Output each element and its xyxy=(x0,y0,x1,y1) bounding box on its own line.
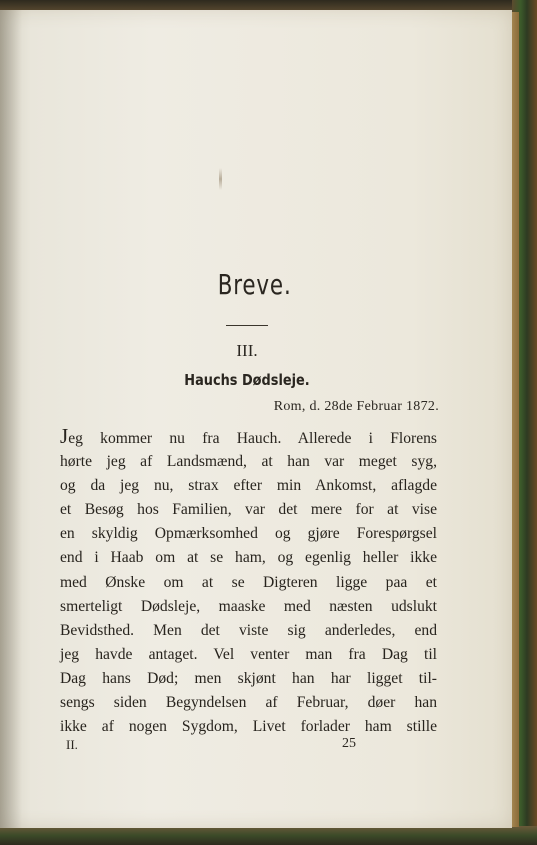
text-line-content: eg kommer nu fra Hauch. Allerede i Florens xyxy=(68,430,437,447)
text-line: en skyldig Opmærksomhed og gjøre Forespørgsel xyxy=(60,525,437,543)
title-rule xyxy=(226,325,268,326)
text-line: end i Haab om at se ham, og egenlig heller ikke xyxy=(60,549,437,567)
text-line: Bevidsthed. Men det viste sig anderledes, end xyxy=(60,621,437,639)
paper-mark xyxy=(219,168,222,190)
text-line: ikke af nogen Sygdom, Livet forlader ham stille xyxy=(60,718,437,736)
text-line: jeg havde antaget. Vel venter man fra Dag til xyxy=(60,645,437,663)
signature-mark: II. xyxy=(66,737,78,752)
text-line: sengs siden Begyndelsen af Februar, døer han xyxy=(60,694,437,712)
page-title: Breve. xyxy=(217,268,292,301)
text-line: og da jeg nu, strax efter min Ankomst, aflagde xyxy=(60,477,437,495)
body-text xyxy=(60,426,437,739)
book-cover-bottom xyxy=(0,826,537,845)
section-number: III. xyxy=(236,341,258,360)
text-line: med Ønske om at se Digteren ligge paa et xyxy=(60,573,437,591)
text-line: hørte jeg af Landsmænd, at han var meget syg, xyxy=(60,453,437,471)
page-number: 25 xyxy=(342,736,356,751)
spine-shadow xyxy=(0,10,22,828)
text-line xyxy=(60,426,437,450)
text-line: Dag hans Død; men skjønt han har ligget til- xyxy=(60,669,437,687)
text-line: smerteligt Dødsleje, maaske med næsten udslukt xyxy=(60,597,437,615)
dateline: Rom, d. 28de Februar 1872. xyxy=(273,399,439,414)
drop-cap: J xyxy=(60,424,69,448)
text-line: et Besøg hos Familien, var det mere for at vise xyxy=(60,501,437,519)
section-subtitle: Hauchs Dødsleje. xyxy=(184,371,310,389)
